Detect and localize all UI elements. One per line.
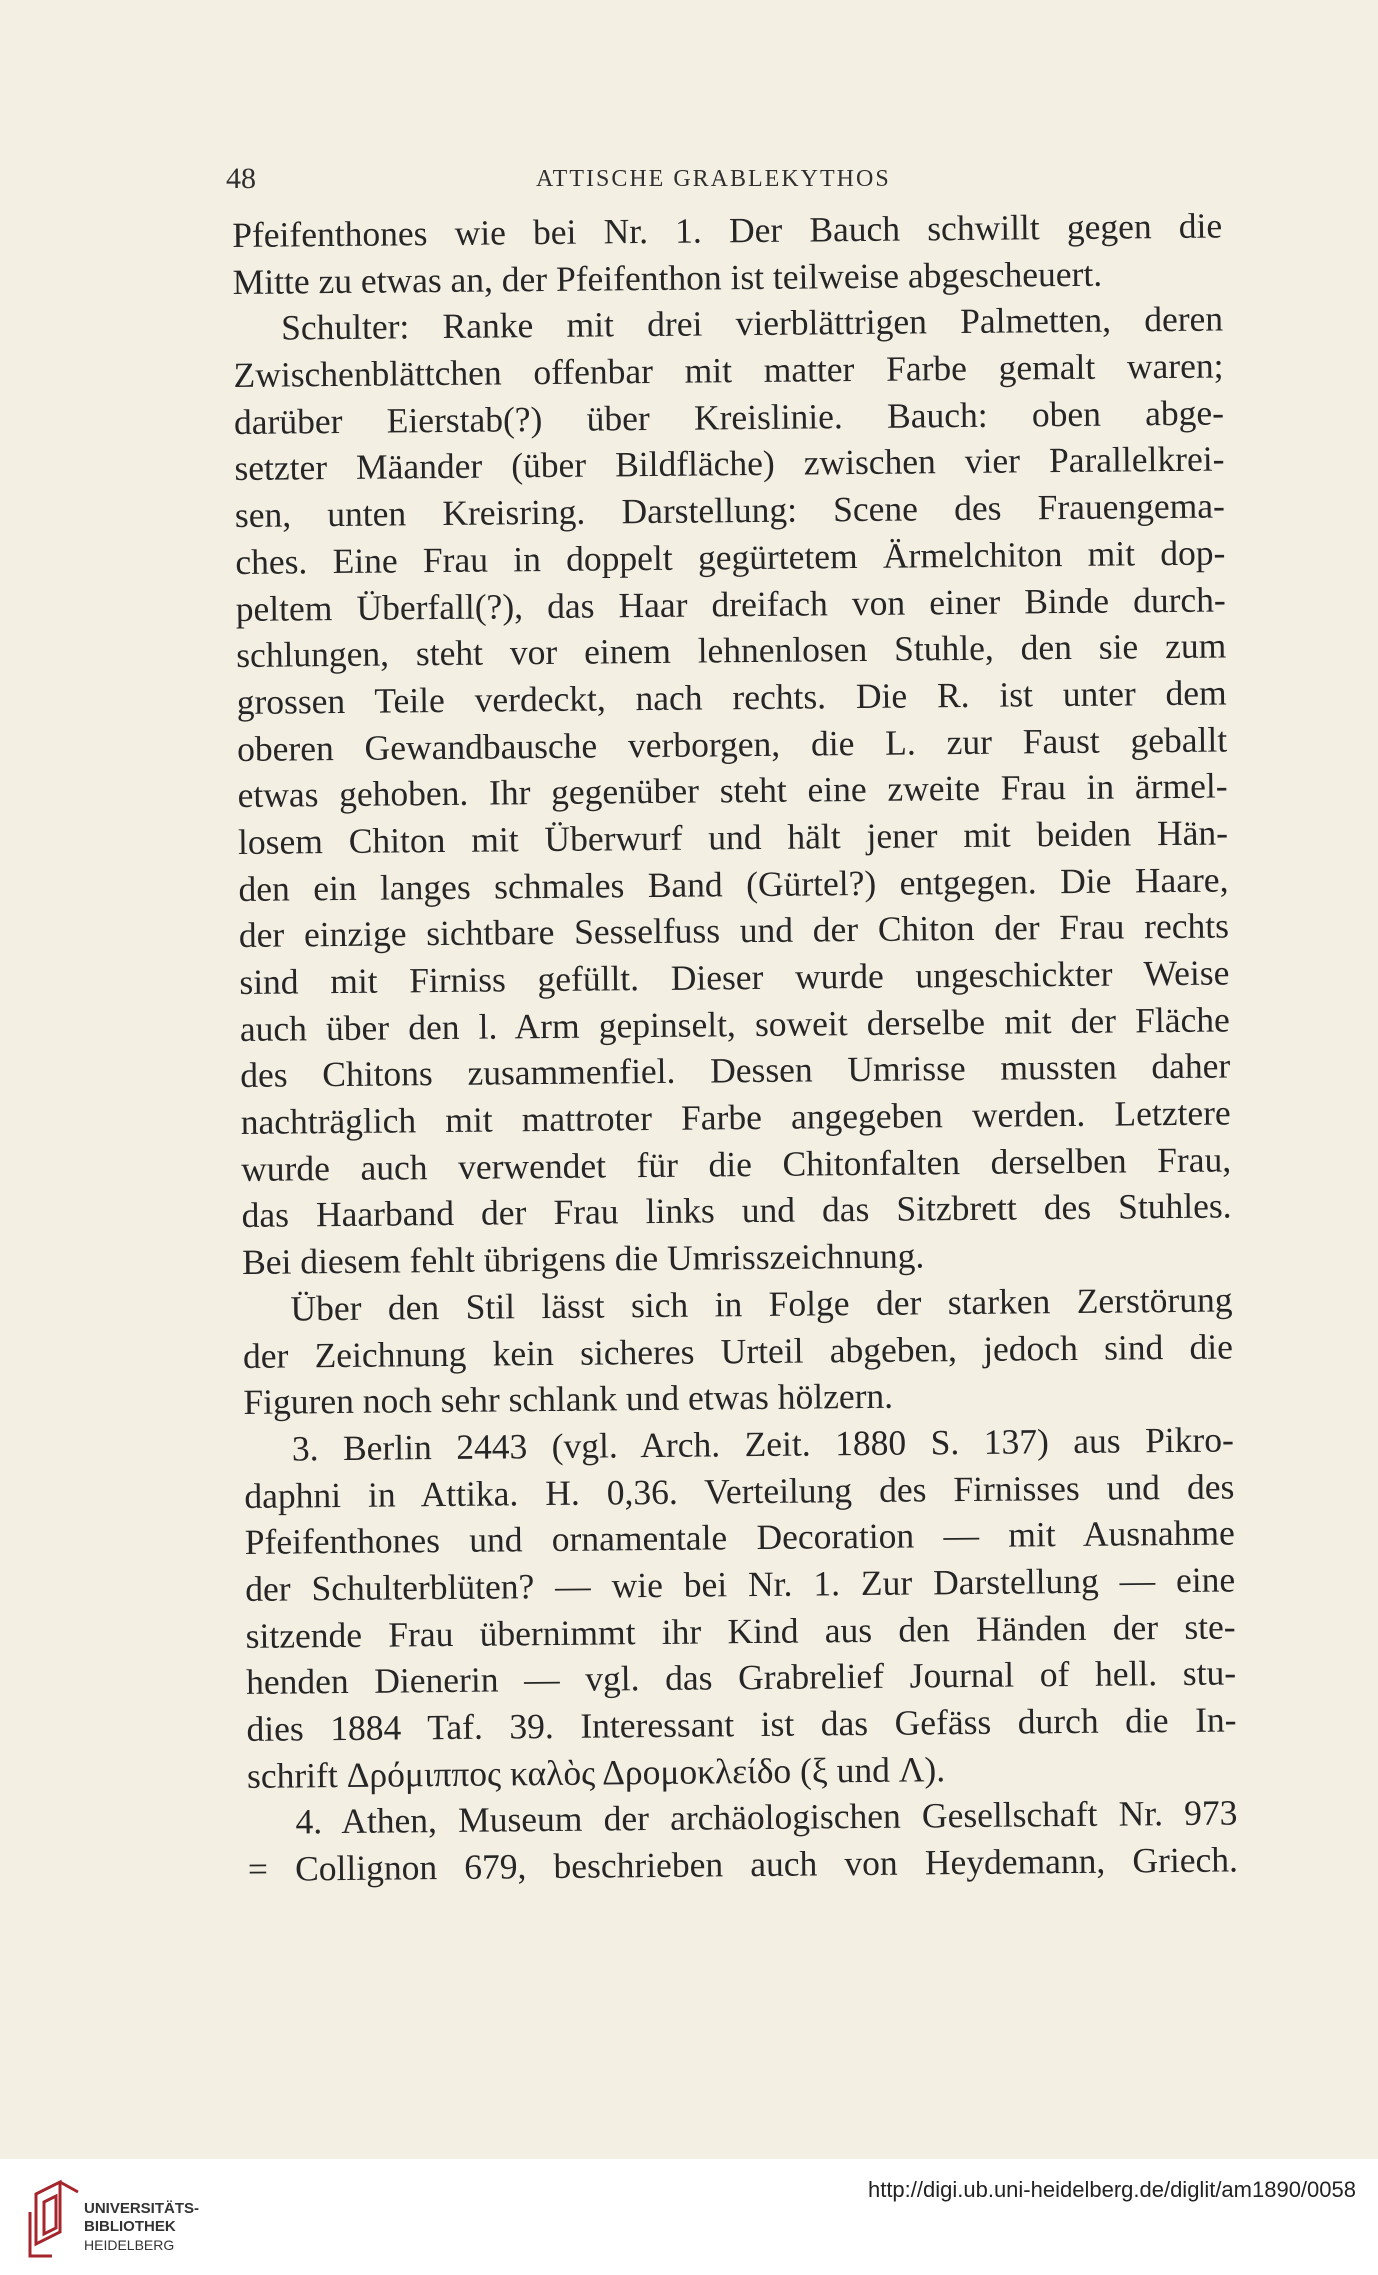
- text-line: henden Dienerin — vgl. das Grabrelief Journal of hell. stu-: [245, 1652, 1237, 1703]
- text-line: das Haarband der Frau links und das Sitzbrett des Stuhles.: [241, 1185, 1232, 1236]
- text-line: nachträglich mit mattroter Farbe angegeben werden. Letztere: [240, 1092, 1231, 1143]
- source-url-link[interactable]: http://digi.ub.uni-heidelberg.de/diglit/am1890/0058: [867, 2177, 1356, 2202]
- library-name-line: BIBLIOTHEK: [84, 2218, 176, 2235]
- text-line: darüber Eierstab(?) über Kreislinie. Bauch: oben abge-: [233, 392, 1225, 442]
- text-line: etwas gehoben. Ihr gegenüber steht eine zweite Frau in ärmel-: [237, 765, 1228, 816]
- text-line: auch über den l. Arm gepinselt, soweit derselbe mit der Fläche: [239, 999, 1230, 1049]
- text-line: oberen Gewandbausche verborgen, die L. zur Faust geballt: [236, 719, 1228, 769]
- text-line: Pfeifenthones und ornamentale Decoration — mit Ausnahme: [244, 1512, 1235, 1563]
- text-line: des Chitons zusammenfiel. Dessen Umrisse mussten daher: [240, 1045, 1231, 1096]
- page-header: [226, 162, 1226, 206]
- library-name: [84, 2200, 199, 2254]
- text-line: Figuren noch sehr schlank und etwas hölzern.: [243, 1375, 894, 1423]
- text-line: 4. Athen, Museum der archäologischen Gesellschaft Nr. 973: [295, 1792, 1238, 1842]
- text-line: der Zeichnung kein sicheres Urteil abgeben, jedoch sind die: [242, 1325, 1234, 1376]
- text-line: losem Chiton mit Überwurf und hält jener mit beiden Hän-: [237, 812, 1229, 862]
- text-line: Über den Stil lässt sich in Folge der starken Zerstörung: [290, 1279, 1233, 1329]
- text-line: peltem Überfall(?), das Haar dreifach von einer Binde durch-: [235, 578, 1226, 629]
- text-line: ches. Eine Frau in doppelt gegürtetem Ärmelchiton mit dop-: [235, 532, 1226, 582]
- text-line: Pfeifenthones wie bei Nr. 1. Der Bauch schwillt gegen die: [232, 205, 1223, 255]
- running-head: ATTISCHE GRABLEKYTHOS: [536, 166, 891, 192]
- text-line: der einzige sichtbare Sesselfuss und der Chiton der Frau rechts: [238, 905, 1230, 956]
- library-name-line: HEIDELBERG: [84, 2237, 175, 2253]
- text-line: sitzende Frau übernimmt ihr Kind aus den Händen der ste-: [245, 1606, 1236, 1656]
- text-line: grossen Teile verdeckt, nach rechts. Die R. ist unter dem: [236, 672, 1227, 722]
- text-line: daphni in Attika. H. 0,36. Verteilung des Firnisses und des: [244, 1466, 1235, 1516]
- text-line: setzter Mäander (über Bildfläche) zwischen vier Parallelkrei-: [234, 438, 1225, 489]
- text-line: schlungen, steht vor einem lehnenlosen Stuhle, den sie zum: [236, 625, 1227, 676]
- text-line: schrift Δρόμιππος καλὸς Δρομοκλείδο (ξ und Λ).: [246, 1748, 946, 1796]
- text-line: der Schulterblüten? — wie bei Nr. 1. Zur Darstellung — eine: [245, 1559, 1236, 1609]
- text-line: dies 1884 Taf. 39. Interessant ist das Gefäss durch die In-: [246, 1699, 1237, 1749]
- text-line: den ein langes schmales Band (Gürtel?) entgegen. Die Haare,: [238, 859, 1229, 909]
- text-line: = Collignon 679, beschrieben auch von Heydemann, Griech.: [247, 1839, 1239, 1889]
- text-line: sen, unten Kreisring. Darstellung: Scene des Frauengema-: [234, 485, 1226, 536]
- page-number: 48: [226, 162, 256, 195]
- body-text: [232, 202, 1238, 1892]
- text-line: Schulter: Ranke mit drei vierblättrigen Palmetten, deren: [280, 298, 1224, 348]
- text-line: sind mit Firniss gefüllt. Dieser wurde ungeschickter Weise: [239, 952, 1230, 1002]
- text-line: Mitte zu etwas an, der Pfeifenthon ist teilweise abgescheuert.: [232, 253, 1103, 302]
- text-line: 3. Berlin 2443 (vgl. Arch. Zeit. 1880 S. 137) aus Pikro-: [291, 1419, 1235, 1469]
- library-name-line: UNIVERSITÄTS-: [84, 2200, 200, 2217]
- text-line: Bei diesem fehlt übrigens die Umrisszeichnung.: [241, 1235, 925, 1283]
- text-line: Zwischenblättchen offenbar mit matter Farbe gemalt waren;: [233, 345, 1224, 396]
- text-line: wurde auch verwendet für die Chitonfalten derselben Frau,: [240, 1139, 1232, 1189]
